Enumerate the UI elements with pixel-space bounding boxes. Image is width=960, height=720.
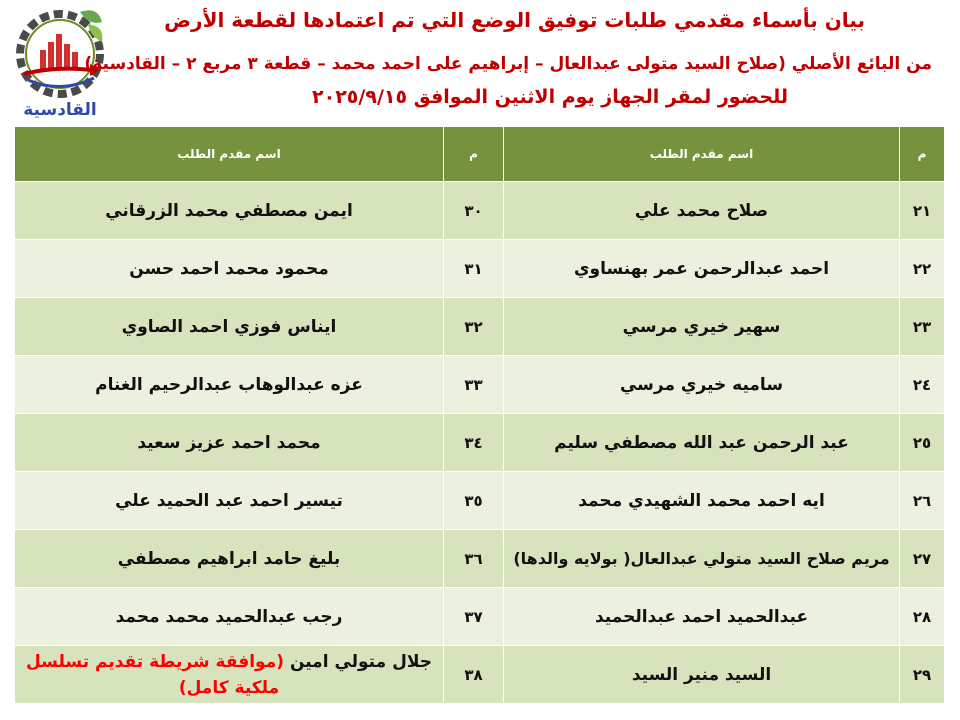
- applicant-name: عبدالحميد احمد عبدالحميد: [504, 588, 900, 646]
- row-number: ٢٢: [900, 240, 945, 298]
- applicant-name: صلاح محمد علي: [504, 182, 900, 240]
- row-number: ٣٣: [444, 356, 504, 414]
- applicant-name: تيسير احمد عبد الحميد علي: [15, 472, 444, 530]
- document-title: بيان بأسماء مقدمي طلبات توفيق الوضع التي تم اعتمادها لقطعة الأرض: [164, 8, 865, 32]
- document-header: [0, 0, 960, 122]
- applicant-name: رجب عبدالحميد محمد محمد: [15, 588, 444, 646]
- row-number: ٢٨: [900, 588, 945, 646]
- document-subtitle: من البائع الأصلي (صلاح السيد متولى عبدالعال – إبراهيم على احمد محمد – قطعة ٣ مربع ٢ – القادسية): [84, 54, 932, 74]
- applicant-name: مريم صلاح السيد متولي عبدالعال( بولايه والدها): [504, 530, 900, 588]
- col-header-name-left: اسم مقدم الطلب: [15, 127, 444, 182]
- row-number: ٣٦: [444, 530, 504, 588]
- applicant-name: ايناس فوزي احمد الصاوي: [15, 298, 444, 356]
- col-header-name-right: اسم مقدم الطلب: [504, 127, 900, 182]
- table-row: [15, 356, 945, 414]
- applicant-name: جلال متولي امين: [289, 651, 432, 672]
- col-header-num-right: م: [900, 127, 945, 182]
- applicant-name-with-note: [15, 646, 444, 704]
- table-row: [15, 646, 945, 704]
- row-number: ٣١: [444, 240, 504, 298]
- row-number: ٢١: [900, 182, 945, 240]
- row-number: ٣٧: [444, 588, 504, 646]
- applicants-table: [14, 126, 945, 704]
- table-row: [15, 298, 945, 356]
- applicant-name: محمد احمد عزيز سعيد: [15, 414, 444, 472]
- col-header-num-left: م: [444, 127, 504, 182]
- applicant-name: محمود محمد احمد حسن: [15, 240, 444, 298]
- table-header-row: [15, 127, 945, 182]
- row-number: ٢٣: [900, 298, 945, 356]
- approval-condition-note: (موافقة شريطة تقديم تسلسل ملكية كامل): [26, 651, 285, 698]
- row-number: ٢٧: [900, 530, 945, 588]
- table-row: [15, 182, 945, 240]
- row-number: ٢٤: [900, 356, 945, 414]
- row-number: ٣٠: [444, 182, 504, 240]
- applicant-name: احمد عبدالرحمن عمر بهنساوي: [504, 240, 900, 298]
- row-number: ٣٢: [444, 298, 504, 356]
- logo-caption: القادسية: [23, 100, 97, 120]
- table-row: [15, 472, 945, 530]
- row-number: ٢٩: [900, 646, 945, 704]
- row-number: ٣٤: [444, 414, 504, 472]
- table-row: [15, 588, 945, 646]
- row-number: ٢٦: [900, 472, 945, 530]
- applicant-name: عبد الرحمن عبد الله مصطفي سليم: [504, 414, 900, 472]
- applicant-name: ساميه خيري مرسي: [504, 356, 900, 414]
- row-number: ٣٨: [444, 646, 504, 704]
- applicant-name: ايه احمد محمد الشهيدي محمد: [504, 472, 900, 530]
- table-row: [15, 414, 945, 472]
- applicant-name: عزه عبدالوهاب عبدالرحيم الغنام: [15, 356, 444, 414]
- applicant-name: بليغ حامد ابراهيم مصطفي: [15, 530, 444, 588]
- table-row: [15, 530, 945, 588]
- row-number: ٢٥: [900, 414, 945, 472]
- table-row: [15, 240, 945, 298]
- applicant-name: سهير خيري مرسي: [504, 298, 900, 356]
- row-number: ٣٥: [444, 472, 504, 530]
- applicant-name: السيد منير السيد: [504, 646, 900, 704]
- applicant-name: ايمن مصطفي محمد الزرقاني: [15, 182, 444, 240]
- attendance-notice: للحضور لمقر الجهاز يوم الاثنين الموافق ٢٠٢٥/٩/١٥: [312, 86, 788, 108]
